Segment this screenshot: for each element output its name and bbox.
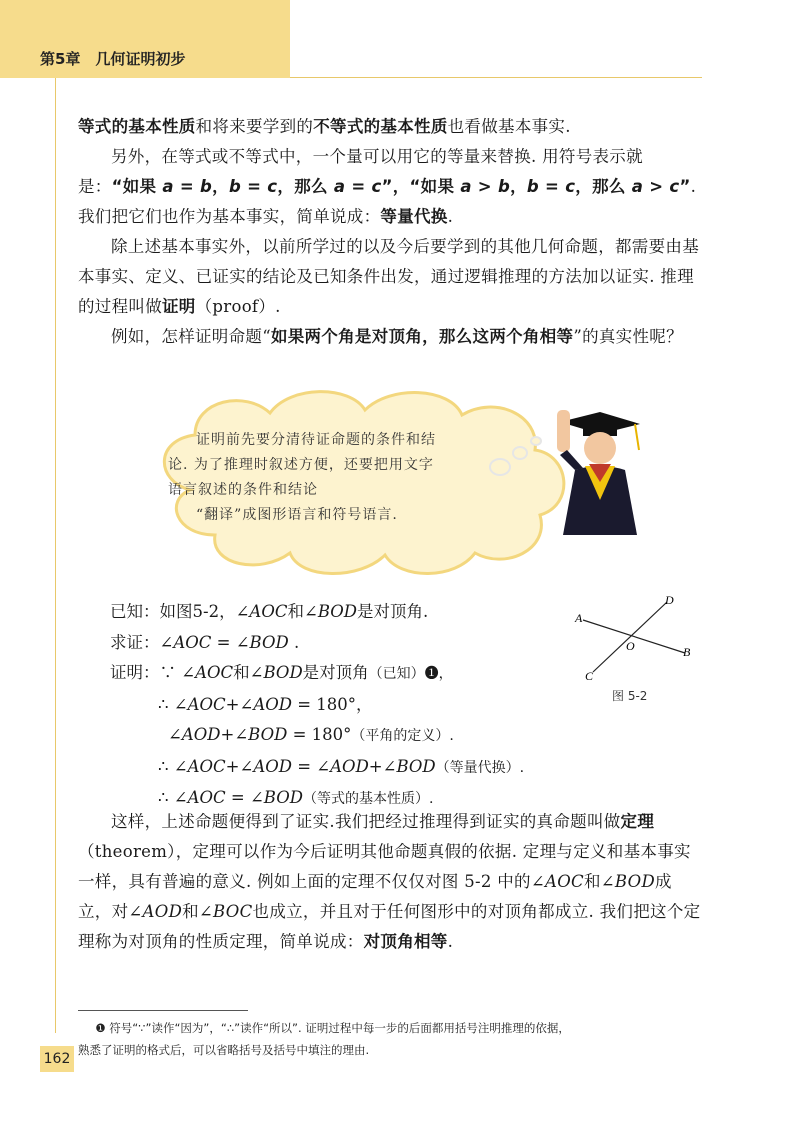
math: AOC (187, 694, 226, 714)
given-label: 已知： (110, 602, 160, 621)
math: AOD (330, 756, 369, 776)
page-number: 162 (40, 1046, 74, 1072)
term-equality-property: 等式的基本性质 (78, 117, 196, 136)
text: +∠ (225, 756, 254, 776)
math: AOC (195, 663, 234, 682)
text: ∠ (168, 725, 182, 744)
text: . (288, 632, 300, 652)
text: ”的真实性呢？ (573, 327, 683, 346)
text: ” (679, 177, 691, 196)
text: 例如，怎样证明命题“ (111, 327, 271, 346)
text: . 我们把它们也作为基本事实，简单说成： (78, 177, 697, 226)
label-o: O (626, 639, 635, 653)
text: +∠ (225, 694, 254, 714)
label-b: B (683, 645, 691, 659)
label-a: A (575, 611, 583, 625)
term-inequality-property: 不等式的基本性质 (313, 117, 448, 136)
proof-step-1 (110, 658, 590, 690)
text: = ∠ (291, 756, 331, 776)
text: 和将来要学到的 (195, 117, 314, 136)
text: ，那么 (277, 177, 334, 196)
intro-text (78, 112, 702, 352)
math: AOC (187, 756, 226, 776)
math: BOD (317, 602, 357, 621)
text: 是对顶角. (357, 602, 429, 621)
math: BOD (249, 632, 289, 652)
text: 和∠ (182, 902, 214, 921)
footnote (78, 1017, 702, 1061)
label-d: D (665, 593, 674, 607)
text: . (447, 207, 454, 226)
math: a > c (631, 177, 680, 196)
paragraph-theorem (78, 807, 702, 957)
proof-step-3 (110, 720, 590, 752)
math: b = c (526, 177, 576, 196)
term-proof: 证明 (162, 297, 196, 316)
reason: （等式的基本性质）. (302, 791, 434, 807)
reason: （平角的定义）. (351, 728, 454, 744)
text: 另外，在等式或不等式中，一个量可以用它的等量来替换. 用符号表示就是： (78, 147, 643, 196)
math: AOC (544, 872, 584, 891)
math: b = c (228, 177, 278, 196)
term-theorem: 定理 (620, 812, 655, 831)
reason: （已知） (368, 666, 425, 682)
text: 和∠ (287, 602, 318, 621)
text: 和∠ (583, 872, 615, 891)
text: ∴ ∠ (158, 788, 188, 807)
text: 除上述基本事实外，以前所学过的以及今后要学到的其他几何命题，都需要由基本事实、定义、已证实的结论及已知条件出发，通过逻辑推理的方法加以证实. 推理的过程叫做 (78, 237, 699, 316)
margin-rule (55, 78, 56, 1033)
math: BOD (614, 872, 655, 891)
footnote-line: ❶ 符号“∵”读作“因为”，“∴”读作“所以”. 证明过程中每一步的后面都用括号注明推理的依据， (95, 1021, 570, 1035)
header-rule (290, 77, 702, 78)
math: BOD (248, 725, 288, 744)
math: BOC (213, 902, 253, 921)
text: . (447, 932, 454, 951)
text: ，那么 (575, 177, 632, 196)
text: ∠ (159, 632, 174, 652)
math: AOD (253, 756, 292, 776)
math: AOC (187, 788, 226, 807)
text: ∵ ∠ (159, 663, 196, 682)
proof-label: 证明： (110, 663, 160, 682)
proof-step-4 (110, 752, 590, 784)
paragraph-substitution (78, 142, 702, 232)
text: = ∠ (211, 632, 250, 652)
text: = 180°， (291, 694, 373, 714)
cloud-line: 证明前先要分清待证命题的条件和结论. 为了推理时叙述方便，还要把用文字语言叙述的条件和结论 (168, 432, 436, 498)
math: a = b (162, 177, 213, 196)
text: ， (212, 177, 229, 196)
graduate-student-illustration (545, 400, 655, 535)
text: ， (510, 177, 527, 196)
text: 如图5-2，∠ (159, 602, 250, 621)
text: ∴ ∠ (158, 756, 188, 776)
chapter-title: 第5章 几何证明初步 (40, 50, 186, 68)
text: +∠ (368, 756, 397, 776)
text: ∴ ∠ (158, 694, 188, 714)
footnote-rule (78, 1010, 248, 1011)
cloud-line: “翻译”成图形语言和符号语言. (196, 507, 398, 523)
label-c: C (585, 669, 594, 683)
figure-caption: 图 5-2 (612, 689, 648, 703)
text: +∠ (220, 725, 249, 744)
math: a = c (333, 177, 382, 196)
line-cd (593, 602, 667, 672)
math: AOD (142, 902, 183, 921)
proof-block (110, 597, 590, 815)
theorem-text (78, 807, 702, 957)
math: AOD (253, 694, 292, 714)
cloud-text (168, 428, 448, 528)
text: （theorem），定理可以作为今后证明其他命题真假的依据. 定理与定义和基本事实一样，具有普遍的意义. 例如上面的定理不仅仅对图 5-2 中的∠ (78, 842, 691, 891)
text: “如果 (111, 177, 163, 196)
text: 这样，上述命题便得到了证实.我们把经过推理得到证实的真命题叫做 (111, 812, 621, 831)
to-prove-line (110, 628, 590, 659)
term-substitution: 等量代换 (380, 207, 448, 226)
footnote-marker: ❶， (424, 666, 453, 682)
text: 也成立，并且对于任何图形中的对顶角都成立. 我们把这个定理称为对顶角的性质定理，简单说成： (78, 902, 701, 951)
math: BOD (263, 663, 303, 682)
text: = ∠ (225, 788, 264, 807)
proof-step-2 (110, 690, 590, 721)
reason: （等量代换）. (435, 759, 525, 776)
to-prove-label: 求证： (110, 632, 160, 652)
given-line (110, 597, 590, 628)
footnote-line: 熟悉了证明的格式后，可以省略括号及括号中填注的理由. (78, 1043, 370, 1057)
math: BOD (263, 788, 303, 807)
math: AOC (173, 632, 212, 652)
text: 是对顶角 (302, 663, 369, 682)
figure-5-2 (565, 590, 705, 685)
paragraph-basic-properties (78, 112, 702, 142)
proposition: 如果两个角是对顶角，那么这两个角相等 (270, 327, 574, 346)
term-vertical-angles-equal: 对顶角相等 (363, 932, 448, 951)
math: BOD (396, 756, 436, 776)
text: 和∠ (233, 663, 264, 682)
paragraph-example (78, 322, 702, 352)
text: （proof）. (195, 297, 281, 316)
math: AOD (181, 725, 221, 744)
paragraph-proof-definition (78, 232, 702, 322)
math: a > b (460, 177, 511, 196)
math: AOC (249, 602, 288, 621)
text: 成立，对∠ (78, 872, 672, 921)
text: 也看做基本事实. (447, 117, 571, 136)
text: ”，“如果 (381, 177, 461, 196)
text: = 180° (287, 725, 352, 744)
